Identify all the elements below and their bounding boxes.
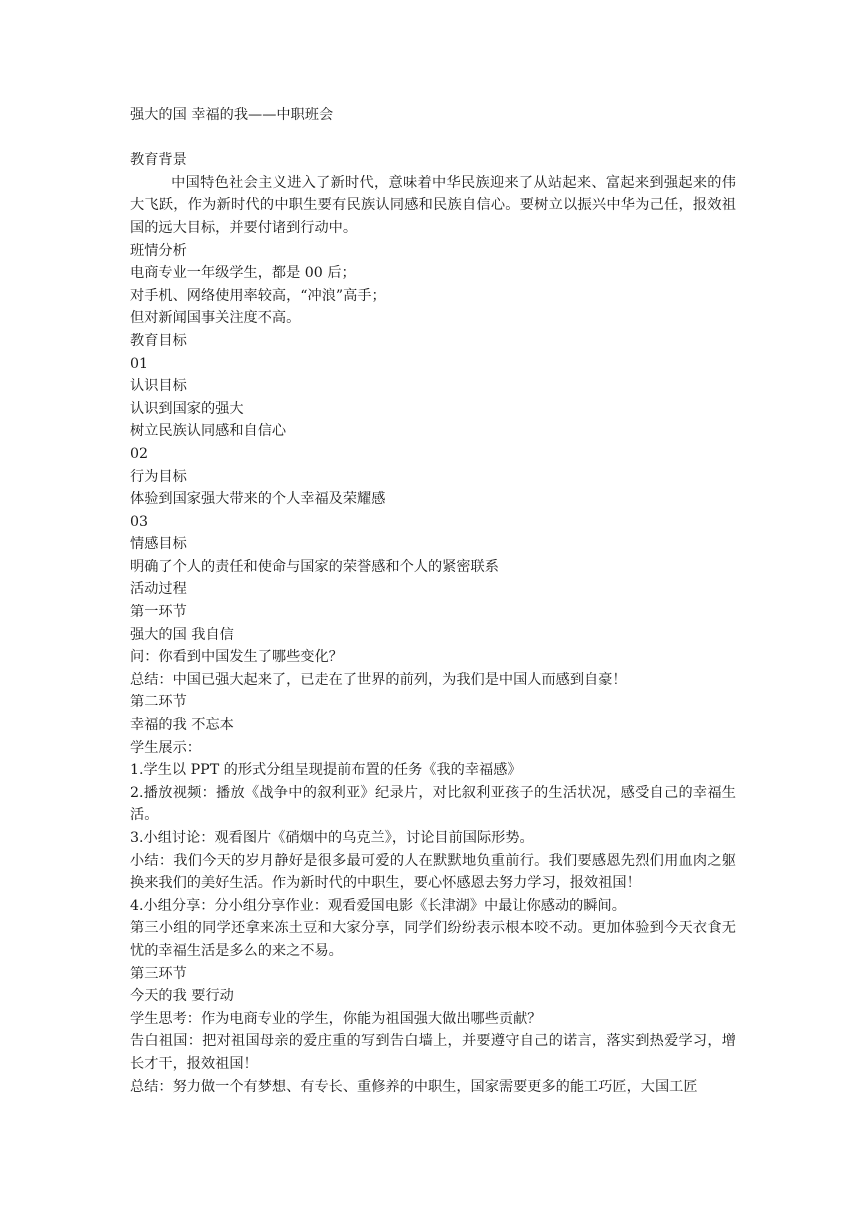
text-line: 对手机、网络使用率较高，“冲浪”高手； — [130, 287, 386, 304]
text-line: 第三环节 — [130, 965, 187, 982]
text-line: 电商专业一年级学生，都是 00 后； — [130, 265, 356, 282]
paragraph: 告白祖国：把对祖国母亲的爱庄重的写到告白墙上，并要遵守自己的诺言，落实到热爱学习，增长才干，报效祖国！ — [130, 1033, 736, 1072]
text-line: 明确了个人的责任和使命与国家的荣誉感和个人的紧密联系 — [130, 558, 499, 575]
text-line: 但对新闻国事关注度不高。 — [130, 310, 301, 327]
text-line: 第二环节 — [130, 694, 187, 711]
text-line: 第一环节 — [130, 604, 187, 621]
text-line: 体验到国家强大带来的个人幸福及荣耀感 — [130, 491, 386, 508]
document-title: 强大的国 幸福的我——中职班会 — [130, 107, 334, 123]
document-page — [130, 104, 736, 1098]
text-line: 今天的我 要行动 — [130, 988, 234, 1005]
text-line: 4.小组分享：分小组分享作业：观看爱国电影《长津湖》中最让你感动的瞬间。 — [130, 897, 626, 914]
text-line: 认识到国家的强大 — [130, 400, 244, 417]
text-line: 认识目标 — [130, 378, 187, 395]
section-heading: 活动过程 — [130, 581, 187, 598]
text-line: 03 — [130, 513, 149, 530]
text-line: 强大的国 我自信 — [130, 626, 234, 643]
blank-line — [130, 127, 736, 150]
text-line: 1.学生以 PPT 的形式分组呈现提前布置的任务《我的幸福感》 — [130, 762, 522, 779]
text-line: 3.小组讨论：观看图片《硝烟中的乌克兰》，讨论目前国际形势。 — [130, 830, 534, 846]
section-heading: 班情分析 — [130, 242, 187, 259]
text-line: 02 — [130, 445, 149, 462]
paragraph: 中国特色社会主义进入了新时代，意味着中华民族迎来了从站起来、富起来到强起来的伟大飞跃，作为新时代的中职生要有民族认同感和民族自信心。要树立以振兴中华为己任，报效祖国的远大目标，并要付诸到行动中。 — [130, 174, 736, 236]
paragraph: 第三小组的同学还拿来冻土豆和大家分享，同学们纷纷表示根本咬不动。更加体验到今天衣食无忧的幸福生活是多么的来之不易。 — [130, 920, 736, 959]
paragraph: 小结：我们今天的岁月静好是很多最可爱的人在默默地负重前行。我们要感恩先烈们用血肉之躯换来我们的美好生活。作为新时代的中职生，要心怀感恩去努力学习，报效祖国！ — [130, 852, 736, 892]
text-line: 总结：努力做一个有梦想、有专长、重修养的中职生，国家需要更多的能工巧匠，大国工匠 — [130, 1078, 698, 1095]
section-heading: 教育背景 — [130, 152, 187, 169]
text-line: 学生思考：作为电商专业的学生，你能为祖国强大做出哪些贡献？ — [130, 1010, 542, 1027]
section-heading: 教育目标 — [130, 332, 187, 349]
text-line: 总结：中国已强大起来了，已走在了世界的前列，为我们是中国人而感到自豪！ — [130, 671, 627, 688]
text-line: 01 — [130, 355, 149, 372]
text-line: 情感目标 — [130, 536, 187, 553]
document-body — [130, 149, 736, 1098]
text-line: 树立民族认同感和自信心 — [130, 423, 287, 440]
text-line: 行为目标 — [130, 468, 187, 485]
text-line: 学生展示： — [130, 739, 201, 756]
text-line: 幸福的我 不忘本 — [130, 717, 234, 734]
paragraph: 2.播放视频：播放《战争中的叙利亚》纪录片，对比叙利亚孩子的生活状况，感受自己的幸福生活。 — [130, 784, 736, 824]
text-line: 问：你看到中国发生了哪些变化？ — [130, 649, 343, 666]
